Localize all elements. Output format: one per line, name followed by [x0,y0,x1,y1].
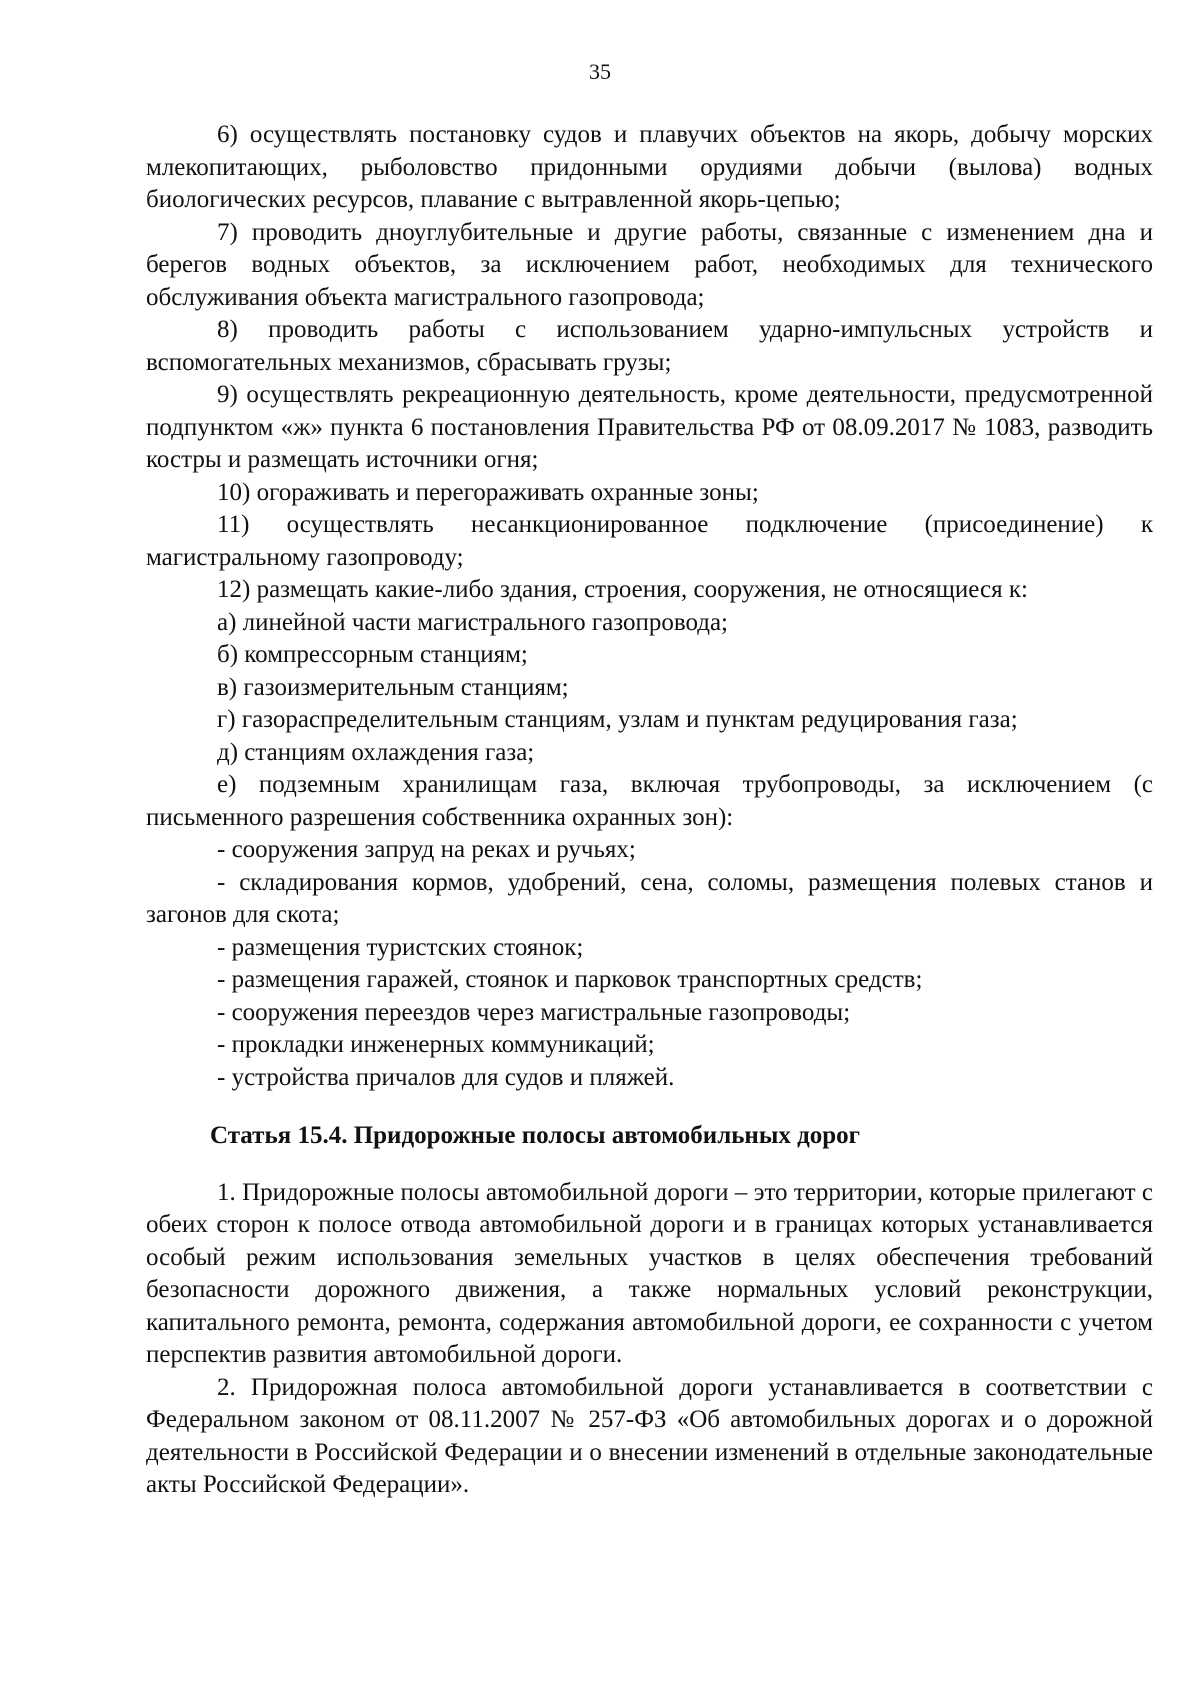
subitem-a: а) линейной части магистрального газопровода; [217,608,728,636]
section-heading: Статья 15.4. Придорожные полосы автомобильных дорог [210,1122,861,1149]
subitem-e: е) подземным хранилищам газа, включая трубопроводы, за исключением (с письменного разрешения собственника охранных зон): [146,771,1153,831]
section-paragraph-1: 1. Придорожные полосы автомобильной дороги – это территории, которые прилегают с обеих сторон к полосе отвода автомобильной дороги и в границах которых устанавливается особый режим использования земельных участков в целях обеспечения требований безопасности дорожного движения, а также нормальных условий реконструкции, капитального ремонта, ремонта, содержания автомобильной дороги, ее сохранности с учетом перспектив развития автомобильной дороги. [146,1178,1153,1368]
exception-item-6: - прокладки инженерных коммуникаций; [217,1031,655,1058]
document-body [146,119,1153,1502]
exception-item-4: - размещения гаражей, стоянок и парковок транспортных средств; [217,966,923,993]
paragraph-item-7: 7) проводить дноуглубительные и другие работы, связанные с изменением дна и берегов водных объектов, за исключением работ, необходимых для технического обслуживания объекта магистрального газопровода; [146,218,1153,311]
exception-item-2: - складирования кормов, удобрений, сена, соломы, размещения полевых станов и загонов для скота; [146,868,1153,928]
section-paragraph-2: 2. Придорожная полоса автомобильной дороги устанавливается в соответствии с Федеральном законом от 08.11.2007 № 257-ФЗ «Об автомобильных дорогах и о дорожной деятельности в Российской Федерации и о внесении изменений в отдельные законодательные акты Российской Федерации». [146,1373,1153,1498]
paragraph-item-9: 9) осуществлять рекреационную деятельность, кроме деятельности, предусмотренной подпунктом «ж» пункта 6 постановления Правительства РФ от 08.09.2017 № 1083, разводить костры и размещать источники огня; [146,381,1153,473]
paragraph-item-8: 8) проводить работы с использованием ударно-импульсных устройств и вспомогательных механизмов, сбрасывать грузы; [146,316,1153,376]
page-number: 35 [589,59,611,84]
exception-item-1: - сооружения запруд на реках и ручьях; [217,836,636,863]
exception-item-7: - устройства причалов для судов и пляжей. [217,1063,675,1091]
subitem-v: в) газоизмерительным станциям; [217,673,569,701]
exception-item-3: - размещения туристских стоянок; [217,933,584,961]
subitem-g: г) газораспределительным станциям, узлам и пунктам редуцирования газа; [217,706,1018,733]
paragraph-item-11: 11) осуществлять несанкционированное подключение (присоединение) к магистральному газопроводу; [146,511,1153,571]
paragraph-item-6: 6) осуществлять постановку судов и плавучих объектов на якорь, добычу морских млекопитающих, рыболовство придонными орудиями добычи (вылова) водных биологических ресурсов, плавание с вытравленной якорь-цепью; [146,121,1153,213]
subitem-d: д) станциям охлаждения газа; [217,738,535,766]
paragraph-item-12: 12) размещать какие-либо здания, строения, сооружения, не относящиеся к: [217,576,1028,603]
subitem-b: б) компрессорным станциям; [217,641,528,668]
paragraph-item-10: 10) огораживать и перегораживать охранные зоны; [217,478,759,506]
exception-item-5: - сооружения переездов через магистральные газопроводы; [217,998,851,1026]
